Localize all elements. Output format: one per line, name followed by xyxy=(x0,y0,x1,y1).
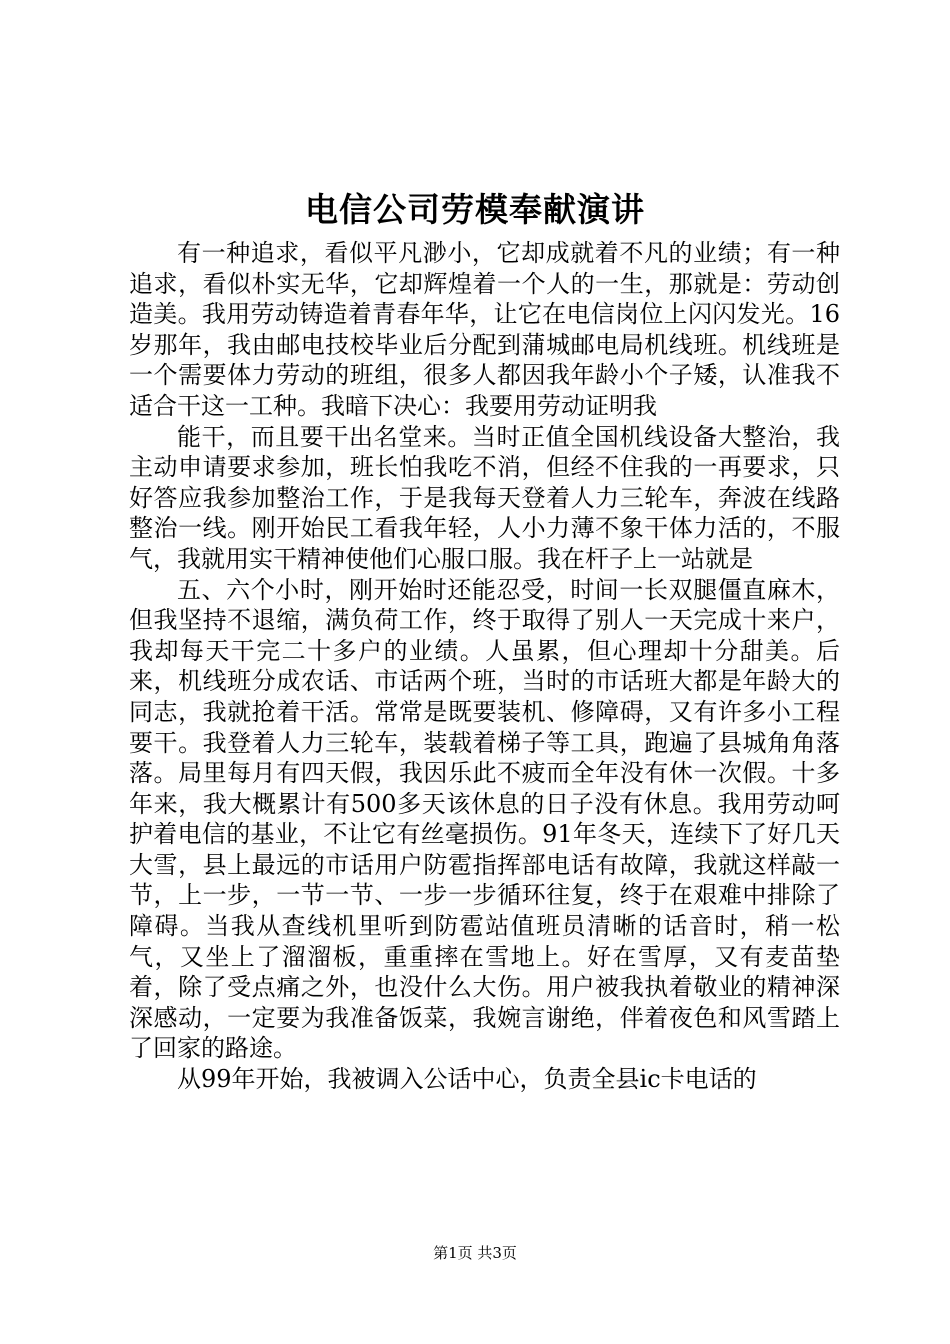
paragraph-3: 五、六个小时，刚开始时还能忍受，时间一长双腿僵直麻木，但我坚持不退缩，满负荷工作，终于取得了别人一天完成十来户，我却每天干完二十多户的业绩。人虽累，但心理却十分甜美。后来，机线班分成农话、市话两个班，当时的市话班大都是年龄大的同志，我就抢着干活。常常是既要装机、修障碍，又有许多小工程要干。我登着人力三轮车，装载着梯子等工具，跑遍了县城角角落落。局里每月有四天假，我因乐此不疲而全年没有休一次假。十多年来，我大概累计有500多天该休息的日子没有休息。我用劳动呵护着电信的基业，不让它有丝毫损伤。91年冬天，连续下了好几天大雪，县上最远的市话用户防雹指挥部电话有故障，我就这样敲一节，上一步，一节一节、一步一步循环往复，终于在艰难中排除了障碍。当我从查线机里听到防雹站值班员清晰的话音时，稍一松气，又坐上了溜溜板，重重摔在雪地上。好在雪厚，又有麦苗垫着，除了受点痛之外，也没什么大伤。用户被我执着敬业的精神深深感动，一定要为我准备饭菜，我婉言谢绝，伴着夜色和风雪踏上了回家的路途。 xyxy=(129,575,840,1063)
document-title: 电信公司劳模奉献演讲 xyxy=(305,190,645,229)
paragraph-2: 能干，而且要干出名堂来。当时正值全国机线设备大整治，我主动申请要求参加，班长怕我吃不消，但经不住我的一再要求，只好答应我参加整治工作，于是我每天登着人力三轮车，奔波在线路整治一线。刚开始民工看我年轻，人小力薄不象干体力活的，不服气，我就用实干精神使他们心服口服。我在杆子上一站就是 xyxy=(129,422,840,573)
paragraph-1: 有一种追求，看似平凡渺小，它却成就着不凡的业绩；有一种追求，看似朴实无华，它却辉煌着一个人的一生，那就是：劳动创造美。我用劳动铸造着青春年华，让它在电信岗位上闪闪发光。16岁那年，我由邮电技校毕业后分配到蒲城邮电局机线班。机线班是一个需要体力劳动的班组，很多人都因我年龄小个子矮，认准我不适合干这一工种。我暗下决心：我要用劳动证明我 xyxy=(129,239,840,420)
page-footer: 第1页 共3页 xyxy=(433,1244,517,1262)
document-body xyxy=(129,238,840,1095)
paragraph-4: 从99年开始，我被调入公话中心，负责全县ic卡电话的 xyxy=(177,1065,757,1094)
